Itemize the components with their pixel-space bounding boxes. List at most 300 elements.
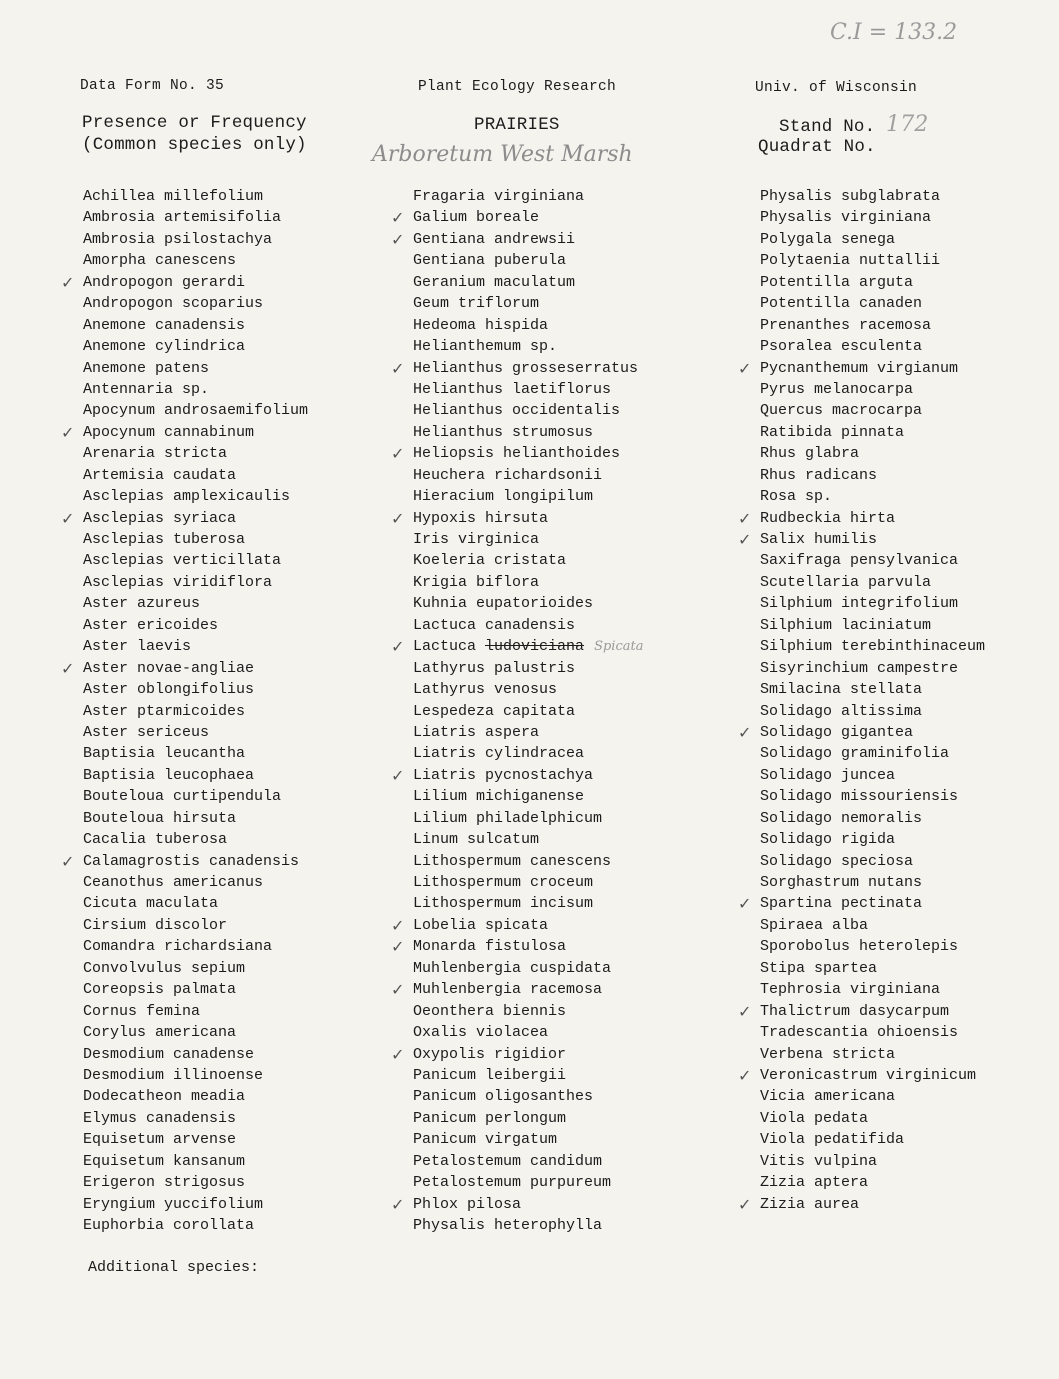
species-row: [413, 829, 643, 850]
species-row: [760, 679, 985, 700]
species-name: Helianthemum sp.: [413, 338, 558, 356]
species-row: [83, 1044, 308, 1065]
species-row: [760, 658, 985, 679]
species-row: [83, 1129, 308, 1150]
check-mark-icon: ✓: [391, 1194, 405, 1214]
species-row: [760, 636, 985, 657]
check-mark-icon: ✓: [391, 637, 405, 657]
species-row: [391, 936, 643, 957]
stand-value: 172: [886, 112, 929, 137]
species-row: [413, 186, 643, 207]
species-name: Aster azureus: [83, 595, 201, 613]
species-row: [760, 400, 985, 421]
species-row: [83, 358, 308, 379]
species-row: [391, 765, 643, 786]
species-name: Phlox pilosa: [413, 1195, 522, 1213]
check-mark-icon: ✓: [738, 508, 752, 528]
form-title-line-2: (Common species only): [82, 135, 307, 155]
species-row: [738, 358, 985, 379]
species-name: Arenaria stricta: [83, 445, 228, 463]
species-row: [83, 443, 308, 464]
check-mark-icon: ✓: [391, 358, 405, 378]
species-name: Rudbeckia hirta: [760, 509, 896, 527]
species-row: [760, 958, 985, 979]
species-row: [391, 443, 643, 464]
species-name: Smilacina stellata: [760, 681, 923, 699]
handwritten-correction: Spicata: [594, 639, 644, 655]
check-mark-icon: ✓: [391, 444, 405, 464]
species-name: Hypoxis hirsuta: [413, 509, 549, 527]
species-name: Panicum virgatum: [413, 1131, 558, 1149]
species-column-1: [61, 186, 309, 1236]
species-name: Artemisia caudata: [83, 466, 237, 484]
species-row: [413, 958, 643, 979]
species-row: [760, 765, 985, 786]
species-row: [391, 1044, 643, 1065]
species-name: Solidago missouriensis: [760, 788, 959, 806]
species-name: Silphium laciniatum: [760, 616, 932, 634]
species-name: Scutellaria parvula: [760, 573, 932, 591]
species-name: Pyrus melanocarpa: [760, 380, 914, 398]
species-name: Helianthus laetiflorus: [413, 380, 612, 398]
species-row: [413, 1022, 643, 1043]
species-name: Rhus radicans: [760, 466, 878, 484]
species-name: Aster sericeus: [83, 723, 210, 741]
species-row: [83, 207, 308, 228]
species-name: Galium boreale: [413, 209, 540, 227]
species-row: [83, 250, 308, 271]
species-row: [413, 679, 643, 700]
check-mark-icon: ✓: [61, 422, 75, 442]
species-name: Solidago juncea: [760, 766, 896, 784]
quadrat-label: Quadrat No.: [758, 137, 876, 157]
species-row: [61, 422, 308, 443]
species-name: Solidago speciosa: [760, 852, 914, 870]
university: Univ. of Wisconsin: [755, 80, 918, 96]
species-name: Silphium integrifolium: [760, 595, 959, 613]
species-row: [413, 701, 643, 722]
species-row: [760, 1108, 985, 1129]
species-row: [391, 1194, 643, 1215]
species-row: [413, 615, 643, 636]
species-name: Erigeron strigosus: [83, 1174, 246, 1192]
check-mark-icon: ✓: [738, 894, 752, 914]
species-name: Lilium philadelphicum: [413, 809, 603, 827]
species-row: [413, 336, 643, 357]
species-name: Liatris pycnostachya: [413, 766, 594, 784]
species-name: Lathyrus palustris: [413, 659, 576, 677]
check-mark-icon: ✓: [738, 530, 752, 549]
species-row: [738, 1001, 985, 1022]
species-row: [760, 207, 985, 228]
species-name: Aster laevis: [83, 638, 192, 656]
species-row: [83, 1022, 308, 1043]
check-mark-icon: ✓: [391, 1044, 405, 1064]
species-row: [760, 1129, 985, 1150]
species-name: Ceanothus americanus: [83, 874, 264, 891]
species-row: [413, 872, 643, 893]
species-name: Sisyrinchium campestre: [760, 659, 959, 677]
species-row: [413, 658, 643, 679]
species-name: Solidago nemoralis: [760, 809, 923, 827]
check-mark-icon: ✓: [391, 229, 405, 249]
species-name: Aster ptarmicoides: [83, 702, 246, 720]
species-row: [760, 272, 985, 293]
species-name: Apocynum androsaemifolium: [83, 402, 309, 420]
species-name: Potentilla arguta: [760, 273, 914, 291]
species-name: Muhlenbergia cuspidata: [413, 959, 612, 977]
species-row: [83, 379, 308, 400]
species-row: [413, 1001, 643, 1022]
species-name: Verbena stricta: [760, 1045, 896, 1063]
check-mark-icon: ✓: [391, 980, 405, 1000]
species-row: [83, 636, 308, 657]
species-name: Panicum perlongum: [413, 1109, 567, 1127]
species-name: Petalostemum purpureum: [413, 1174, 612, 1192]
species-name: Baptisia leucantha: [83, 745, 246, 763]
species-row: [83, 1086, 308, 1107]
species-name: Heuchera richardsonii: [413, 466, 603, 484]
species-row: [391, 508, 643, 529]
species-row: [413, 808, 643, 829]
species-name: Antennaria sp.: [83, 380, 210, 398]
species-row: [738, 893, 985, 914]
check-mark-icon: ✓: [391, 508, 405, 528]
species-row: [83, 915, 308, 936]
species-name: Lobelia spicata: [413, 916, 549, 934]
species-row: [83, 336, 308, 357]
species-name: Amorpha canescens: [83, 252, 237, 270]
species-row: [760, 379, 985, 400]
species-name: Corylus americana: [83, 1024, 237, 1042]
species-row: [413, 593, 643, 614]
species-row: [83, 958, 308, 979]
species-name: Viola pedata: [760, 1109, 869, 1127]
species-name: Eryngium yuccifolium: [83, 1195, 264, 1213]
species-name: Achillea millefolium: [83, 188, 264, 205]
form-title: [82, 112, 307, 156]
species-row: [760, 229, 985, 250]
species-name: Elymus canadensis: [83, 1109, 237, 1127]
species-row: [760, 808, 985, 829]
species-row: [83, 465, 308, 486]
species-name: Zizia aurea: [760, 1195, 860, 1213]
species-name: Prenanthes racemosa: [760, 316, 932, 334]
species-row: [83, 1108, 308, 1129]
species-name: Asclepias amplexicaulis: [83, 488, 291, 506]
form-title-line-1: Presence or Frequency: [82, 113, 307, 133]
species-name: Asclepias syriaca: [83, 509, 237, 527]
species-row: [413, 293, 643, 314]
species-row: [413, 786, 643, 807]
species-row: [413, 893, 643, 914]
species-name: Tradescantia ohioensis: [760, 1024, 959, 1042]
species-name: Cacalia tuberosa: [83, 831, 228, 849]
species-name: Polygala senega: [760, 230, 896, 248]
additional-species-label: Additional species:: [88, 1259, 260, 1276]
species-name: Physalis heterophylla: [413, 1217, 603, 1234]
species-name: Thalictrum dasycarpum: [760, 1002, 950, 1020]
species-name: Quercus macrocarpa: [760, 402, 923, 420]
species-row: [413, 743, 643, 764]
species-row: [760, 250, 985, 271]
species-row: [760, 550, 985, 571]
species-row: [83, 786, 308, 807]
species-row: [413, 1065, 643, 1086]
species-name: Silphium terebinthinaceum: [760, 638, 986, 656]
species-row: [760, 443, 985, 464]
species-name: Solidago altissima: [760, 702, 923, 720]
ci-note: C.I = 133.2: [830, 20, 958, 45]
species-name: Sorghastrum nutans: [760, 874, 923, 891]
species-name: Ambrosia psilostachya: [83, 230, 273, 248]
species-name: Equisetum kansanum: [83, 1152, 246, 1170]
species-name: Cicuta maculata: [83, 895, 219, 913]
species-name: Solidago gigantea: [760, 723, 914, 741]
species-row: [83, 1001, 308, 1022]
species-row: [738, 508, 985, 529]
species-row: [413, 572, 643, 593]
species-name: Lespedeza capitata: [413, 702, 576, 720]
check-mark-icon: ✓: [391, 208, 405, 228]
species-row: [760, 743, 985, 764]
species-name: Dodecatheon meadia: [83, 1088, 246, 1106]
species-name: Asclepias verticillata: [83, 552, 282, 570]
species-name: Physalis subglabrata: [760, 188, 941, 205]
species-name: Vitis vulpina: [760, 1152, 878, 1170]
species-name: Lactuca: [413, 638, 477, 656]
check-mark-icon: ✓: [738, 358, 752, 378]
species-row: [413, 1086, 643, 1107]
species-row: [83, 1172, 308, 1193]
species-name: Panicum leibergii: [413, 1066, 567, 1084]
species-row: [760, 486, 985, 507]
species-row: [83, 400, 308, 421]
species-row: [83, 615, 308, 636]
species-row: [760, 915, 985, 936]
species-name: Helianthus grosseserratus: [413, 359, 639, 377]
species-name: Veronicastrum virginicum: [760, 1066, 977, 1084]
species-name: Cirsium discolor: [83, 916, 228, 934]
species-row: [413, 315, 643, 336]
species-name: Geum triflorum: [413, 295, 540, 313]
species-name: Liatris aspera: [413, 723, 540, 741]
species-row: [61, 658, 308, 679]
species-row: [83, 872, 308, 893]
species-name: Lithospermum canescens: [413, 852, 612, 870]
species-name: Rhus glabra: [760, 445, 860, 463]
species-row: [413, 486, 643, 507]
species-row: [83, 293, 308, 314]
species-row: [760, 979, 985, 1000]
species-row: [83, 229, 308, 250]
species-name: Calamagrostis canadensis: [83, 852, 300, 870]
species-name: Iris virginica: [413, 531, 540, 548]
species-name: Anemone cylindrica: [83, 338, 246, 356]
species-row: [83, 593, 308, 614]
species-row: [760, 936, 985, 957]
check-mark-icon: ✓: [61, 508, 75, 528]
species-name: Aster oblongifolius: [83, 681, 255, 699]
check-mark-icon: ✓: [61, 851, 75, 871]
species-row: [413, 1108, 643, 1129]
species-name: Tephrosia virginiana: [760, 981, 941, 999]
species-row: [391, 636, 644, 657]
species-row: [83, 808, 308, 829]
species-name: Desmodium illinoense: [83, 1066, 264, 1084]
site-note: Arboretum West Marsh: [372, 142, 633, 167]
species-name: Vicia americana: [760, 1088, 896, 1106]
species-row: [391, 358, 643, 379]
species-row: [413, 1151, 643, 1172]
species-name: Panicum oligosanthes: [413, 1088, 594, 1106]
species-name: Spiraea alba: [760, 916, 869, 934]
species-row: [760, 615, 985, 636]
species-name: Coreopsis palmata: [83, 981, 237, 999]
struck-epithet: ludoviciana: [485, 638, 585, 656]
species-row: [738, 1065, 985, 1086]
stand-label: Stand No.: [779, 117, 876, 137]
species-row: [738, 1194, 985, 1215]
species-row: [83, 743, 308, 764]
species-name: Andropogon scoparius: [83, 295, 264, 313]
species-name: Oxalis violacea: [413, 1024, 549, 1042]
species-name: Petalostemum candidum: [413, 1152, 603, 1170]
species-name: Ratibida pinnata: [760, 423, 905, 441]
organization: Plant Ecology Research: [418, 79, 617, 95]
species-name: Krigia biflora: [413, 573, 540, 591]
species-row: [83, 979, 308, 1000]
species-row: [760, 422, 985, 443]
species-name: Aster novae-angliae: [83, 659, 255, 677]
stand-number: [779, 114, 929, 138]
species-name: Anemone patens: [83, 359, 210, 377]
species-row: [760, 1086, 985, 1107]
species-row: [413, 722, 643, 743]
species-name: Fragaria virginiana: [413, 188, 585, 205]
species-row: [391, 979, 643, 1000]
species-row: [83, 679, 308, 700]
species-row: [413, 550, 643, 571]
species-name: Hedeoma hispida: [413, 316, 549, 334]
species-name: Lithospermum croceum: [413, 874, 594, 891]
species-name: Liatris cylindracea: [413, 745, 585, 763]
species-name: Sporobolus heterolepis: [760, 938, 959, 956]
species-row: [61, 272, 308, 293]
species-row: [738, 529, 985, 550]
species-row: [83, 1151, 308, 1172]
species-row: [760, 186, 985, 207]
species-row: [760, 786, 985, 807]
species-name: Kuhnia eupatorioides: [413, 595, 594, 613]
species-name: Monarda fistulosa: [413, 938, 567, 956]
species-row: [760, 336, 985, 357]
species-name: Bouteloua curtipendula: [83, 788, 282, 806]
species-row: [83, 1215, 308, 1236]
species-row: [760, 465, 985, 486]
species-column-2: [391, 186, 644, 1236]
species-name: Spartina pectinata: [760, 895, 923, 913]
check-mark-icon: ✓: [738, 1065, 752, 1085]
species-row: [760, 701, 985, 722]
species-row: [738, 722, 985, 743]
species-row: [83, 829, 308, 850]
species-row: [83, 572, 308, 593]
species-row: [83, 722, 308, 743]
species-name: Helianthus strumosus: [413, 423, 594, 441]
species-name: Geranium maculatum: [413, 273, 576, 291]
species-row: [83, 486, 308, 507]
species-row: [391, 915, 643, 936]
species-name: Oxypolis rigidior: [413, 1045, 567, 1063]
species-name: Helianthus occidentalis: [413, 402, 621, 420]
species-row: [760, 1151, 985, 1172]
species-name: Psoralea esculenta: [760, 338, 923, 356]
species-name: Aster ericoides: [83, 616, 219, 634]
species-name: Bouteloua hirsuta: [83, 809, 237, 827]
species-name: Andropogon gerardi: [83, 273, 246, 291]
species-name: Polytaenia nuttallii: [760, 252, 941, 270]
form-number: Data Form No. 35: [80, 78, 225, 94]
species-row: [83, 1194, 308, 1215]
species-row: [760, 1022, 985, 1043]
species-name: Lathyrus venosus: [413, 681, 558, 699]
species-row: [760, 293, 985, 314]
species-column-3: [738, 186, 986, 1215]
species-row: [760, 829, 985, 850]
species-row: [413, 1172, 643, 1193]
species-row: [760, 872, 985, 893]
check-mark-icon: ✓: [61, 272, 75, 292]
species-row: [413, 379, 643, 400]
species-row: [760, 572, 985, 593]
species-name: Equisetum arvense: [83, 1131, 237, 1149]
species-name: Desmodium canadense: [83, 1045, 255, 1063]
species-name: Koeleria cristata: [413, 552, 567, 570]
species-name: Potentilla canaden: [760, 295, 923, 313]
species-row: [61, 508, 308, 529]
species-name: Oeonthera biennis: [413, 1002, 567, 1020]
species-name: Ambrosia artemisifolia: [83, 209, 282, 227]
species-name: Solidago graminifolia: [760, 745, 950, 763]
check-mark-icon: ✓: [738, 722, 752, 742]
species-name: Pycnanthemum virgianum: [760, 359, 959, 377]
species-name: Rosa sp.: [760, 488, 833, 506]
species-row: [760, 1044, 985, 1065]
species-row: [83, 186, 308, 207]
species-row: [760, 1172, 985, 1193]
species-row: [413, 529, 643, 550]
species-name: Saxifraga pensylvanica: [760, 552, 959, 570]
species-name: Asclepias viridiflora: [83, 573, 273, 591]
species-name: Physalis virginiana: [760, 209, 932, 227]
species-row: [760, 315, 985, 336]
species-name: Stipa spartea: [760, 959, 878, 977]
species-row: [83, 936, 308, 957]
species-name: Apocynum cannabinum: [83, 423, 255, 441]
species-name: Lactuca canadensis: [413, 616, 576, 634]
species-row: [83, 701, 308, 722]
species-name: Baptisia leucophaea: [83, 766, 255, 784]
species-row: [413, 1129, 643, 1150]
species-name: Euphorbia corollata: [83, 1217, 255, 1234]
species-row: [83, 315, 308, 336]
species-name: Lithospermum incisum: [413, 895, 594, 913]
species-row: [83, 529, 308, 550]
species-name: Gentiana andrewsii: [413, 230, 576, 248]
check-mark-icon: ✓: [61, 658, 75, 678]
species-name: Gentiana puberula: [413, 252, 567, 270]
